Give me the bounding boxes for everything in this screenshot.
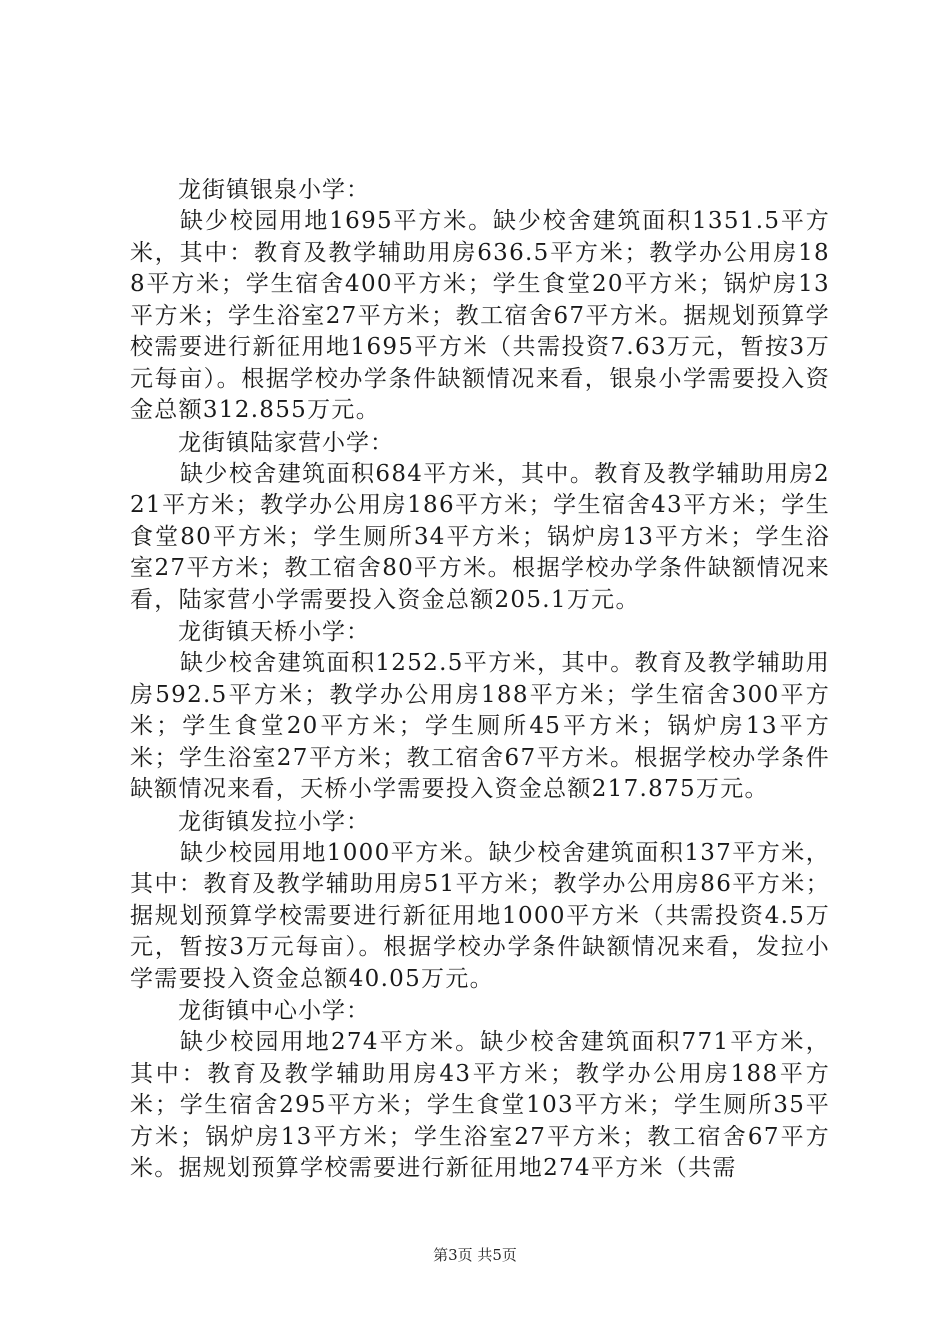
section-heading-fala: 龙街镇发拉小学： (178, 808, 370, 835)
section-heading-zhongxin: 龙街镇中心小学： (178, 998, 370, 1024)
section-body-zhongxin: 缺少校园用地274平方米。缺少校舍建筑面积771平方米，其中：教育及教学辅助用房43平方米；教学办公用房188平方米；学生宿舍295平方米；学生食堂103平方米；学生厕所35平方米；锅炉房13平方米；学生浴室27平方米；教工宿舍67平方米。据规划预算学校需要进行新征用地274平方米（共需 (130, 1029, 830, 1181)
section-body-fala: 缺少校园用地1000平方米。缺少校舍建筑面积137平方米，其中：教育及教学辅助用房51平方米；教学办公用房86平方米；据规划预算学校需要进行新征用地1000平方米（共需投资4.5万元，暂按3万元每亩）。根据学校办学条件缺额情况来看，发拉小学需要投入资金总额40.05万元。 (130, 839, 830, 992)
section-heading-tianqiao: 龙街镇天桥小学： (178, 619, 370, 645)
section-heading-yinquan: 龙街镇银泉小学： (178, 177, 370, 203)
section-body-yinquan: 缺少校园用地1695平方米。缺少校舍建筑面积1351.5平方米，其中：教育及教学辅助用房636.5平方米；教学办公用房188平方米；学生宿舍400平方米；学生食堂20平方米；锅炉房13平方米；学生浴室27平方米；教工宿舍67平方米。据规划预算学校需要进行新征用地1695平方米（共需投资7.63万元，暂按3万元每亩）。根据学校办学条件缺额情况来看，银泉小学需要投入资金总额312.855万元。 (130, 208, 830, 423)
document-body (130, 174, 830, 1185)
section-heading-lujiaying: 龙街镇陆家营小学： (178, 429, 394, 456)
section-body-lujiaying: 缺少校舍建筑面积684平方米，其中。教育及教学辅助用房221平方米；教学办公用房186平方米；学生宿舍43平方米；学生食堂80平方米；学生厕所34平方米；锅炉房13平方米；学生浴室27平方米；教工宿舍80平方米。根据学校办学条件缺额情况来看，陆家营小学需要投入资金总额205.1万元。 (130, 460, 830, 613)
section-body-tianqiao: 缺少校舍建筑面积1252.5平方米，其中。教育及教学辅助用房592.5平方米；教学办公用房188平方米；学生宿舍300平方米；学生食堂20平方米；学生厕所45平方米；锅炉房13平方米；学生浴室27平方米；教工宿舍67平方米。根据学校办学条件缺额情况来看，天桥小学需要投入资金总额217.875万元。 (130, 650, 830, 802)
page-footer: 第3页 共5页 (433, 1246, 517, 1264)
